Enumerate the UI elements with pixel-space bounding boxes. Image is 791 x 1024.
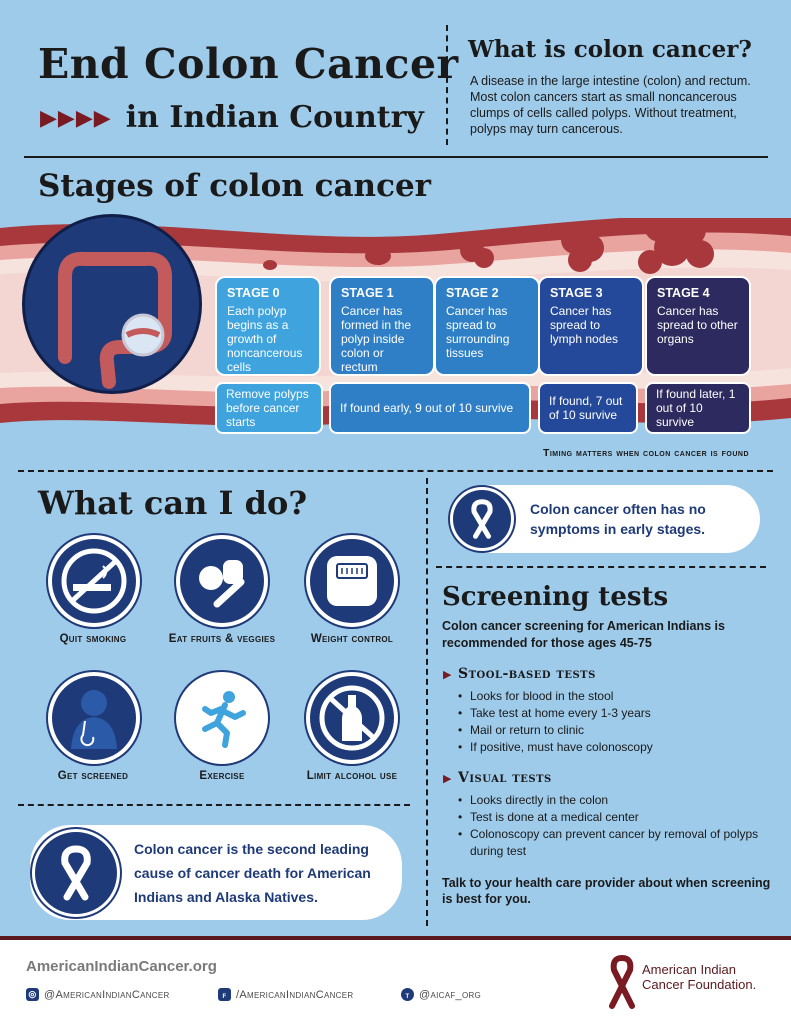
- action-label: Quit smoking: [59, 633, 127, 645]
- list-item: • Looks directly in the colon: [458, 792, 776, 809]
- action-exercise: [176, 672, 268, 764]
- stage-card: [538, 276, 644, 376]
- arrow-icons: ▶▶▶▶: [40, 104, 112, 131]
- second-leading-callout: [30, 825, 402, 920]
- action-label: Limit alcohol use: [306, 770, 398, 782]
- ribbon-icon: [32, 829, 120, 917]
- action-quit-smoking: [48, 535, 140, 627]
- facebook-handle: /AmericanIndianCancer: [236, 988, 354, 1001]
- visual-tests-heading: [443, 770, 552, 786]
- list-item: • Take test at home every 1-3 years: [458, 705, 758, 722]
- stool-tests-title: Stool-based tests: [457, 666, 596, 682]
- stage-label: STAGE 4: [657, 286, 710, 300]
- ribbon-icon: [450, 487, 514, 551]
- screening-intro: Colon cancer screening for American Indians is recommended for those ages 45-75: [442, 619, 725, 650]
- org-name-line1: American Indian: [642, 962, 736, 977]
- header-rule: [24, 156, 768, 158]
- no-symptoms-text: Colon cancer often has no symptoms in early stages.: [530, 501, 706, 537]
- fruits-veggies-icon: [176, 535, 268, 627]
- what-is-body: A disease in the large intestine (colon) and rectum. Most colon cancers start as small noncancerous clumps of cells called polyps. Without treatment, polyps may turn cancerous.: [470, 74, 751, 136]
- survival-box: If found, 7 out of 10 survive: [538, 382, 638, 434]
- what-can-i-do-title: What can I do?: [38, 484, 308, 522]
- stool-tests-list: [458, 688, 758, 756]
- visual-tests-title: Visual tests: [457, 770, 552, 786]
- action-label: Get screened: [57, 770, 129, 782]
- survival-box: Remove polyps before cancer starts: [215, 382, 323, 434]
- facebook-link[interactable]: [218, 988, 353, 1001]
- stage-description: Cancer has spread to lymph nodes: [550, 304, 619, 346]
- action-fruits-veggies: [176, 535, 268, 627]
- stage-card: [645, 276, 751, 376]
- polyp-stage1: [365, 247, 391, 265]
- no-alcohol-icon: [306, 672, 398, 764]
- website-link[interactable]: AmericanIndianCancer.org: [26, 958, 217, 975]
- right-divider: [436, 566, 766, 568]
- stage-label: STAGE 2: [446, 286, 499, 300]
- doctor-icon: [48, 672, 140, 764]
- timing-note: Timing matters when colon cancer is found: [542, 447, 749, 459]
- scale-icon: [306, 535, 398, 627]
- screening-title: Screening tests: [442, 582, 669, 612]
- subtitle-text: in Indian Country: [125, 100, 424, 135]
- list-item: • Colonoscopy can prevent cancer by removal of polyps during test: [458, 826, 776, 860]
- stage-description: Cancer has spread to other organs: [657, 304, 738, 346]
- instagram-link[interactable]: [26, 988, 170, 1001]
- polyp-stage0: [263, 260, 277, 270]
- action-label: Weight control: [310, 633, 394, 645]
- header-divider: [446, 25, 448, 145]
- stage-description: Cancer has formed in the polyp inside colon or rectum: [341, 304, 412, 374]
- twitter-link[interactable]: [401, 988, 481, 1001]
- page-title: End Colon Cancer: [38, 40, 459, 88]
- what-is-title: What is colon cancer?: [468, 36, 752, 63]
- list-item: • If positive, must have colonoscopy: [458, 739, 758, 756]
- no-smoking-icon: [48, 535, 140, 627]
- stool-tests-heading: [443, 666, 596, 682]
- stage-description: Each polyp begins as a growth of noncancerous cells: [227, 304, 303, 374]
- org-name: [642, 962, 756, 992]
- survival-box: If found early, 9 out of 10 survive: [329, 382, 531, 434]
- twitter-icon: t: [401, 988, 414, 1001]
- action-label: Exercise: [199, 770, 245, 782]
- list-item: • Looks for blood in the stool: [458, 688, 758, 705]
- stage-card: [329, 276, 435, 376]
- triangle-bullet-icon: ▶: [443, 667, 452, 681]
- stage-card: [434, 276, 540, 376]
- action-label: Eat fruits & veggies: [168, 633, 276, 645]
- instagram-handle: @AmericanIndianCancer: [44, 988, 170, 1001]
- triangle-bullet-icon: ▶: [443, 771, 452, 785]
- list-item: • Mail or return to clinic: [458, 722, 758, 739]
- visual-tests-list: [458, 792, 776, 860]
- stage-card: [215, 276, 321, 376]
- action-get-screened: [48, 672, 140, 764]
- second-leading-text: Colon cancer is the second leading cause of cancer death for American Indians and Alaska Natives.: [134, 840, 371, 905]
- twitter-handle: @aicaf_org: [419, 988, 482, 1001]
- facebook-icon: f: [218, 988, 231, 1001]
- stage-description: Cancer has spread to surrounding tissues: [446, 304, 510, 360]
- list-item: • Test is done at a medical center: [458, 809, 776, 826]
- stage-label: STAGE 1: [341, 286, 394, 300]
- page-subtitle: [40, 100, 424, 135]
- action-limit-alcohol: [306, 672, 398, 764]
- action-weight-control: [306, 535, 398, 627]
- colon-anatomy-icon: [22, 214, 202, 394]
- column-divider: [426, 478, 428, 926]
- stage-label: STAGE 0: [227, 286, 280, 300]
- survival-box: If found later, 1 out of 10 survive: [645, 382, 751, 434]
- talk-to-provider: Talk to your health care provider about when screening is best for you.: [442, 876, 771, 906]
- org-logo-ribbon-icon: [606, 954, 638, 1010]
- stage-label: STAGE 3: [550, 286, 603, 300]
- instagram-icon: ◎: [26, 988, 39, 1001]
- stages-title: Stages of colon cancer: [38, 168, 432, 204]
- runner-icon: [176, 672, 268, 764]
- left-divider: [18, 804, 410, 806]
- org-name-line2: Cancer Foundation.: [642, 977, 757, 992]
- section-divider: [18, 470, 773, 472]
- no-symptoms-callout: [448, 485, 760, 553]
